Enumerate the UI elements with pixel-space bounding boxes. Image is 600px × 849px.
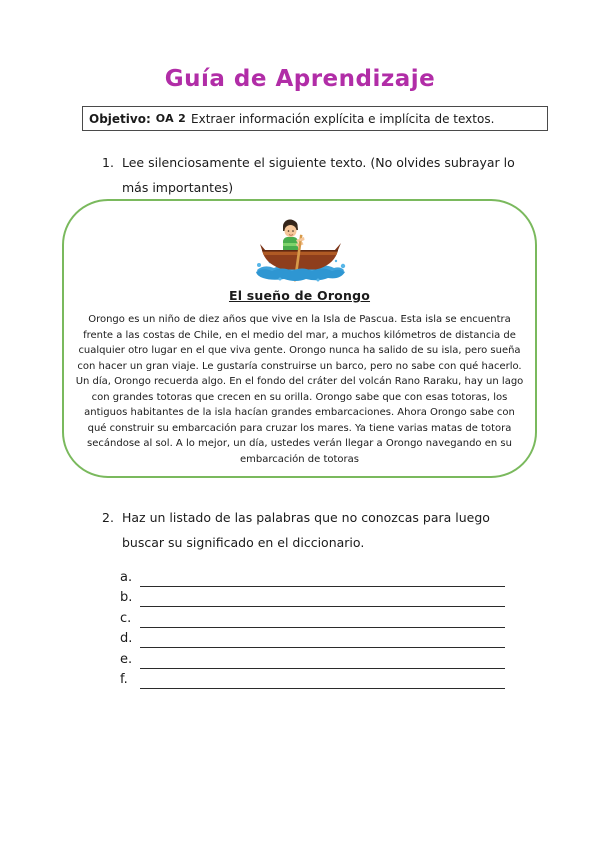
word-blank-row-a <box>120 566 505 587</box>
reading-paragraph: Orongo es un niño de diez años que vive en la Isla de Pascua. Esta isla se encuentra frente a las costas de Chile, en el medio del mar, a muchos kilómetros de distancia de cualquier otro lugar en el que viva gente. Orongo nunca ha salido de su isla, pero sueña con hacer un gran viaje. Le gustaría construirse un barco, pero no sabe con qué hacerlo. Un día, Orongo recuerda algo. En el fondo del cráter del volcán Rano Raraku, hay un lago con grandes totoras que crecen en su orilla. Orongo sabe que con esas totoras, los antiguos habitantes de la isla hacían grandes embarcaciones. Ahora Orongo sabe con qué construir su embarcación para cruzar los mares. Ya tiene varias matas de totora secándose al sol. A lo mejor, un día, ustedes verán llegar a Orongo navegando en su embarcación de totoras <box>75 314 524 465</box>
blank-letter: f. <box>120 672 128 687</box>
answer-blank-line[interactable] <box>140 590 505 607</box>
instruction-item-1 <box>102 150 527 200</box>
objective-label: Objetivo: <box>89 111 151 126</box>
answer-blank-line[interactable] <box>140 652 505 669</box>
item-number: 1. <box>102 155 114 170</box>
blank-letter: d. <box>120 631 133 646</box>
objective-text: Extraer información explícita e implícita de textos. <box>191 111 495 126</box>
instruction-item-2 <box>102 505 527 555</box>
answer-blank-line[interactable] <box>140 570 505 587</box>
answer-blank-line[interactable] <box>140 631 505 648</box>
page-title: Guía de Aprendizaje <box>164 66 436 92</box>
word-list <box>120 566 505 689</box>
blank-letter: c. <box>120 610 132 626</box>
blank-letter: a. <box>120 569 133 585</box>
word-blank-row-f <box>120 669 505 690</box>
blank-letter: e. <box>120 651 133 667</box>
word-blank-row-e <box>120 648 505 669</box>
item-text: Haz un listado de las palabras que no conozcas para luego buscar su significado en el diccionario. <box>122 510 490 550</box>
word-blank-row-c <box>120 607 505 628</box>
objective-box <box>82 106 548 131</box>
word-blank-row-b <box>120 587 505 608</box>
answer-blank-line[interactable] <box>140 672 505 689</box>
item-number: 2. <box>102 510 114 525</box>
item-text: Lee silenciosamente el siguiente texto. (No olvides subrayar lo más importantes) <box>122 155 515 195</box>
reading-passage-box <box>62 199 537 478</box>
blank-letter: b. <box>120 590 133 605</box>
objective-code: OA 2 <box>155 112 187 125</box>
word-blank-row-d <box>120 628 505 649</box>
answer-blank-line[interactable] <box>140 611 505 628</box>
reading-title: El sueño de Orongo <box>228 288 371 303</box>
boy-rowing-boat-illustration <box>250 213 350 285</box>
